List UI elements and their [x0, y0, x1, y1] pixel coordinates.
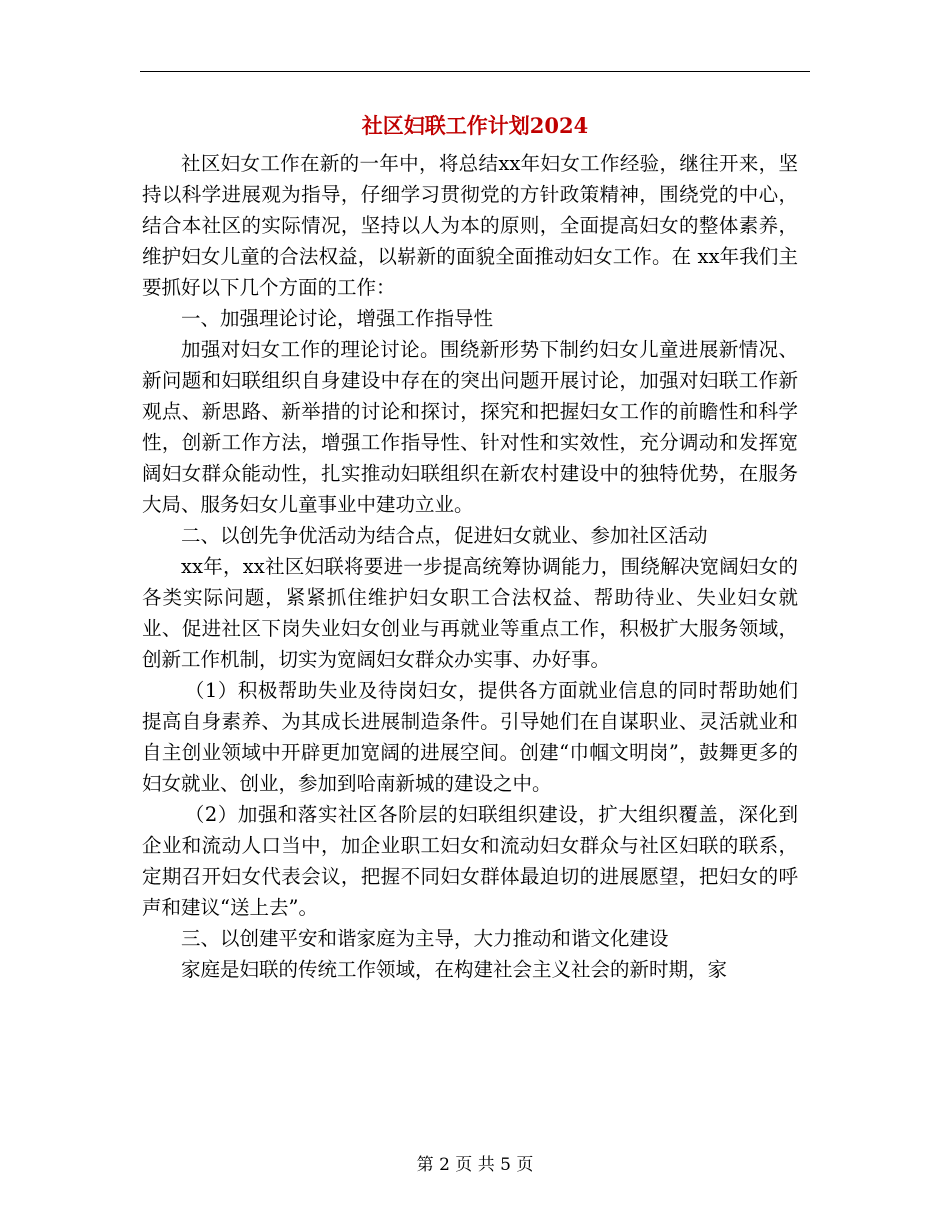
list-item-1: （1）积极帮助失业及待岗妇女，提供各方面就业信息的同时帮助她们提高自身素养、为其成长进展制造条件。引导她们在自谋职业、灵活就业和自主创业领域中开辟更加宽阔的进展空间。创建“巾帼文明岗”，鼓舞更多的妇女就业、创业，参加到哈南新城的建设之中。 [142, 679, 798, 795]
paragraph-section-1: 加强对妇女工作的理论讨论。围绕新形势下制约妇女儿童进展新情况、新问题和妇联组织自身建设中存在的突出问题开展讨论，加强对妇联工作新观点、新思路、新举措的讨论和探讨，探究和把握妇女工作的前瞻性和科学性，创新工作方法，增强工作指导性、针对性和实效性，充分调动和发挥宽阔妇女群众能动性，扎实推动妇联组织在新农村建设中的独特优势，在服务大局、服务妇女儿童事业中建功立业。 [142, 338, 798, 516]
section-heading-3: 三、以创建平安和谐家庭为主导，大力推动和谐文化建设 [181, 927, 669, 950]
paragraph-intro: 社区妇女工作在新的一年中，将总结xx年妇女工作经验，继往开来，坚持以科学进展观为指导，仔细学习贯彻党的方针政策精神，围绕党的中心，结合本社区的实际情况，坚持以人为本的原则，全面提高妇女的整体素养，维护妇女儿童的合法权益，以崭新的面貌全面推动妇女工作。在 xx年我们主要抓好以下几个方面的工作： [142, 152, 798, 299]
document-title: 社区妇联工作计划2024 [361, 113, 589, 138]
section-heading-2: 二、以创先争优活动为结合点，促进妇女就业、参加社区活动 [181, 524, 708, 547]
page-number: 第 2 页 共 5 页 [416, 1155, 534, 1175]
list-item-2: （2）加强和落实社区各阶层的妇联组织建设，扩大组织覆盖，深化到企业和流动人口当中，加企业职工妇女和流动妇女群众与社区妇联的联系，定期召开妇女代表会议，把握不同妇女群体最迫切的进展愿望，把妇女的呼声和建议“送上去”。 [142, 803, 798, 919]
paragraph-section-3: 家庭是妇联的传统工作领域，在构建社会主义社会的新时期，家 [181, 958, 728, 981]
header-rule [140, 71, 810, 72]
section-heading-1: 一、加强理论讨论，增强工作指导性 [181, 307, 494, 330]
paragraph-section-2: xx年，xx社区妇联将要进一步提高统筹协调能力，围绕解决宽阔妇女的各类实际问题，紧紧抓住维护妇女职工合法权益、帮助待业、失业妇女就业、促进社区下岗失业妇女创业与再就业等重点工作，积极扩大服务领域，创新工作机制，切实为宽阔妇女群众办实事、办好事。 [142, 555, 798, 671]
document-body [142, 148, 798, 985]
